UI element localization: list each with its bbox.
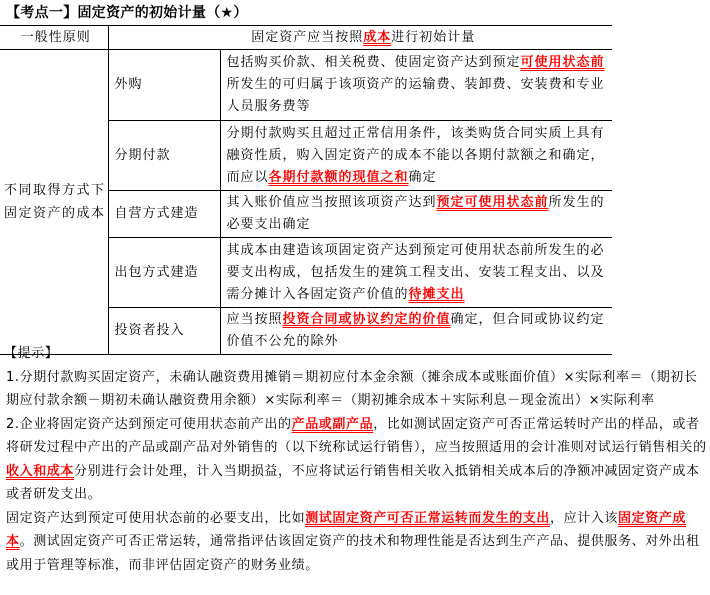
method-description [220,121,612,191]
desc-highlight: 投资合同或协议约定的价值 [282,312,451,327]
desc-highlight: 预定可使用状态前 [436,195,549,210]
tip-highlight: 固定资产成本 [6,510,687,549]
highlight-cost: 成本 [363,29,392,45]
method-cell: 分期付款 [108,121,220,191]
general-principle-label: 一般性原则 [0,26,108,50]
method-description [220,238,612,308]
desc-part: 其入账价值应当按照该项资产达到 [226,195,437,210]
tip-item-3 [6,507,710,578]
desc-part: 所发生的可归属于该项资产的运输费、装卸费、安装费和专业人员服务费等 [226,77,605,114]
desc-part: 确定 [408,169,437,185]
tip-text: 固定资产达到预定可使用状态前的必要支出，比如 [6,510,306,526]
tip-highlight: 测试固定资产可否正常运转而发生的支出 [305,510,551,526]
desc-highlight: 可使用状态前 [520,55,605,70]
desc-highlight: 各期付款额的现值之和 [268,169,409,185]
tip-text: ，应计入该 [550,510,619,526]
tip-text: 。测试固定资产可否正常运转，通常指评估该固定资产的技术和物理性能是否达到生产产品、提供服务、对外出租或用于管理等标准，而非评估固定资产的财务业绩。 [6,534,700,573]
desc-part: 其成本由建造该项固定资产达到预定可使用状态前所发生的必要支出构成，包括发生的建筑工程支出、安装工程支出、以及需分摊计入各固定资产价值的 [226,242,605,302]
desc-part: 应当按照 [226,312,283,327]
tip-text: 2.企业将固定资产达到预定可使用状态前产出的 [6,416,292,432]
method-cell: 外购 [108,50,220,121]
method-description [220,191,612,238]
tips-section [6,342,710,577]
method-cell: 投资者投入 [108,308,220,355]
method-cell: 自营方式建造 [108,191,220,238]
principle-text-pre: 固定资产应当按照 [251,29,364,45]
tip-highlight: 收入和成本 [6,463,75,479]
method-description [220,50,612,121]
table-row [0,50,612,121]
tip-text: 分别进行会计处理，计入当期损益，不应将试运行销售相关收入抵销相关成本后的净额冲减固定资产成本或者研发支出。 [6,463,700,502]
tip-text: 1.分期付款购买固定资产，未确认融资费用摊销＝期初应付本金余额（摊余成本或账面价值）×实际利率＝（期初长期应付款余额－期初未确认融资费用余额）×实际利率＝（期初摊余成本＋实际利息－现金流出）×实际利率 [6,369,698,408]
initial-measurement-table [0,25,612,355]
table-header-row [0,26,612,50]
principle-text-post: 进行初始计量 [391,29,476,45]
method-cell: 出包方式建造 [108,238,220,308]
tip-item-2 [6,413,710,507]
desc-part: 所发生的必要支出确定 [226,195,605,232]
tip-item-1 [6,366,710,413]
general-principle-text [108,26,612,50]
section-title: 【考点一】固定资产的初始计量（★） [6,5,248,21]
desc-part: 包括购买价款、相关税费、使固定资产达到预定 [226,55,521,70]
acquisition-method-group-label: 不同取得方式下固定资产的成本 [0,50,108,355]
tips-heading: 【提示】 [4,346,59,361]
desc-part: 分期付款购买且超过正常信用条件，该类购货合同实质上具有融资性质，购入固定资产的成本不能以各期付款额之和确定，而应以 [226,125,605,185]
tip-text: ，比如测试固定资产可否正常运转时产出的样品，或者将研发过程中产出的产品或副产品对外销售的（以下统称试运行销售），应当按照适用的会计准则对试运行销售相关的 [6,416,707,455]
desc-part: 确定，但合同或协议约定价值不公允的除外 [226,312,605,349]
tip-highlight: 产品或副产品 [291,416,374,432]
desc-highlight: 待摊支出 [408,286,465,302]
